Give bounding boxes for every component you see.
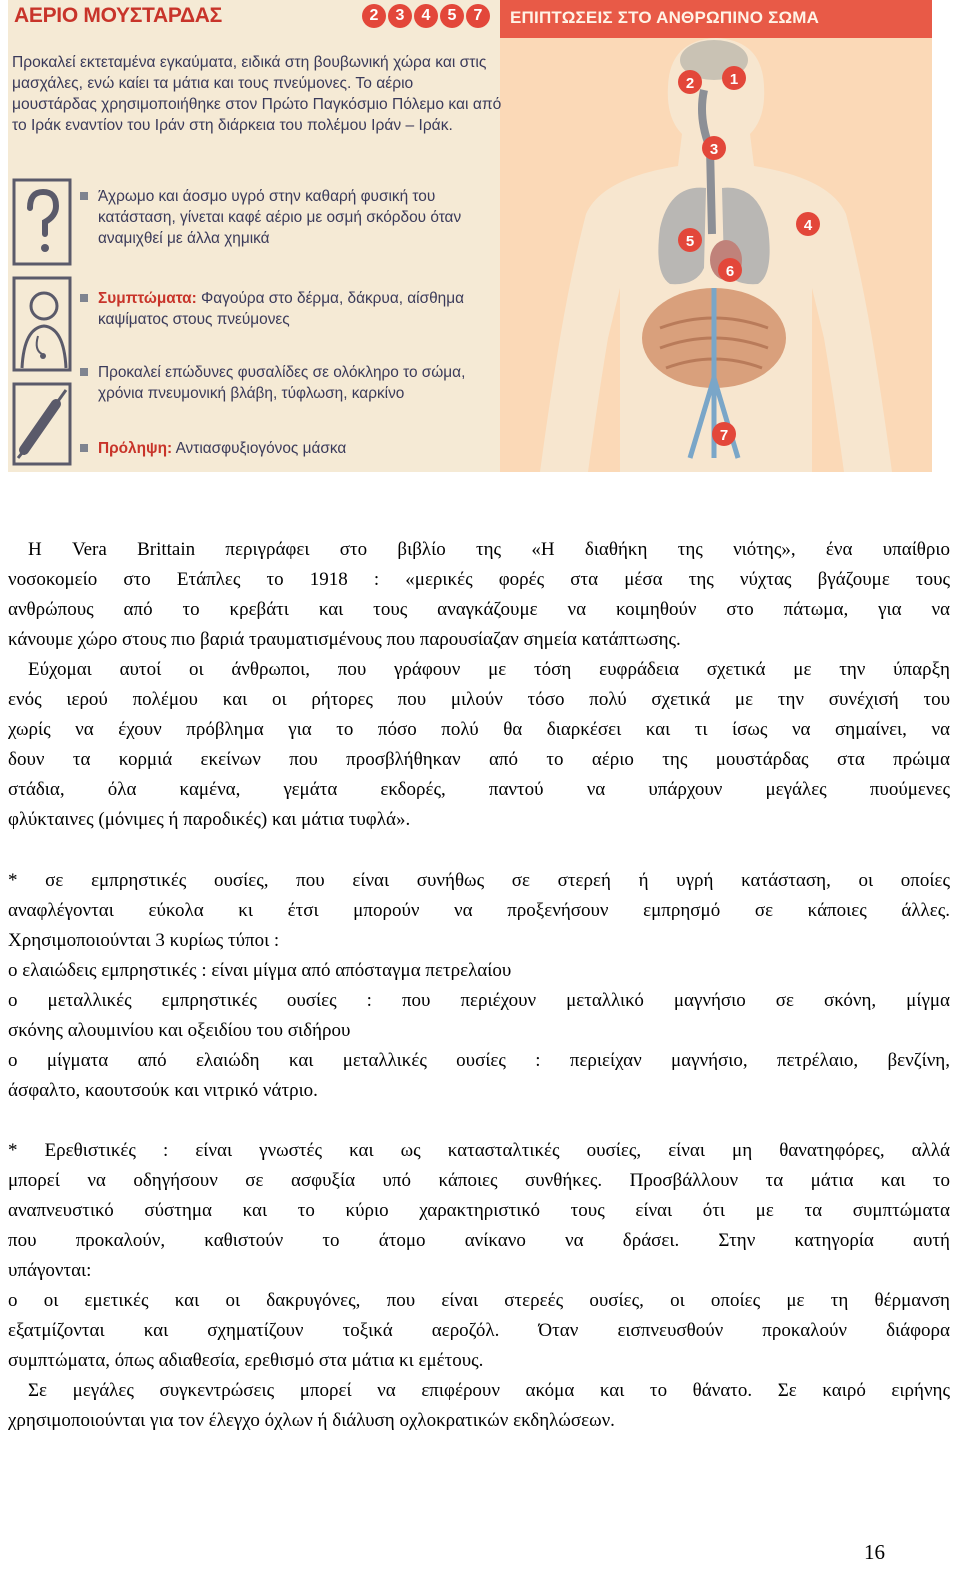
text-line: Εύχομαι αυτοί οι άνθρωποι, που γράφουν με τόση ευφράδεια σχετικά με την ύπαρξη <box>28 659 950 680</box>
bullet-square <box>80 368 88 376</box>
bullet-text: Φαγούρα στο δέρμα, δάκρυα, αίσθημα καψίματος στους πνεύμονες <box>98 290 464 328</box>
text-line: άσφαλτο, καουτσούκ και νιτρικό νάτριο. <box>8 1080 318 1101</box>
question-mark-icon <box>14 180 70 264</box>
marker-4: 4 <box>803 217 813 234</box>
number-badge: 3 <box>388 4 412 28</box>
list-item: o μίγματα από ελαιώδη και μεταλλικές ουσίες : περιείχαν μαγνήσιο, πετρέλαιο, βενζίνη, <box>8 1050 950 1071</box>
prevention-label: Πρόληψη: <box>98 440 173 457</box>
bullet-square <box>80 294 88 302</box>
infographic-icons <box>12 178 74 468</box>
doctor-icon <box>14 278 70 370</box>
bullet-symptoms <box>98 288 498 330</box>
text-line: μπορεί να οδηγήσουν σε ασφυξία υπό κάποιες συνθήκες. Προσβάλλουν τα μάτια και το <box>8 1170 950 1191</box>
text-line: ανθρώπους από το κρεβάτι και τους αναγκάζουμε να κοιμηθούν στο πάτωμα, για να <box>8 599 950 620</box>
bullet-square <box>80 192 88 200</box>
marker-5: 5 <box>685 233 695 250</box>
text-line: νοσοκομείο στο Ετάπλες το 1918 : «μερικές φορές στα μέσα της νύχτας βγάζουμε τους <box>8 569 950 590</box>
text-line: στάδια, όλα καμένα, γεμάτα εκδορές, παντού να υπάρχουν μεγάλες πυούμενες <box>8 779 950 800</box>
text-line: χρησιμοποιούνται για τον έλεγχο όχλων ή διάλυση οχλοκρατικών εκδηλώσεων. <box>8 1410 615 1431</box>
paragraph-incendiary <box>8 866 950 1106</box>
text-line: χωρίς να έχουν πρόβλημα για το πόσο πολύ θα διαρκέσει και τι ίσως να σημαίνει, να <box>8 719 950 740</box>
paragraph-vera-brittain <box>8 535 950 835</box>
bullet-text: Αντιασφυξιογόνος μάσκα <box>175 440 347 457</box>
text-line: εξατμίζονται και σχηματίζουν τοξικά αεροζόλ. Όταν εισπνευσθούν προκαλούν διάφορα <box>8 1320 950 1341</box>
number-badge: 2 <box>362 4 386 28</box>
symptoms-label: Συμπτώματα: <box>98 290 197 307</box>
bullet-text: Προκαλεί επώδυνες φυσαλίδες σε ολόκληρο το σώμα, χρόνια πνευμονική βλάβη, τύφλωση, καρκίνο <box>98 364 466 402</box>
text-line: * σε εμπρηστικές ουσίες, που είναι συνήθως σε στερεή ή υγρή κατάσταση, οι οποίες <box>8 870 950 891</box>
infographic-header <box>8 0 500 38</box>
bullet-description <box>98 186 498 249</box>
text-line: Χρησιμοποιούνται 3 κυρίως τύποι : <box>8 930 280 951</box>
text-line: που προκαλούν, καθιστούν το άτομο ανίκανο να δράσει. Στην κατηγορία αυτή <box>8 1230 950 1251</box>
number-badge: 5 <box>440 4 464 28</box>
text-line: σκόνης αλουμινίου και οξειδίου του σιδήρου <box>8 1020 351 1041</box>
list-item: o ελαιώδεις εμπρηστικές : είναι μίγμα από απόσταγμα πετρελαίου <box>8 960 512 981</box>
bullet-prevention <box>98 438 498 459</box>
list-item: o μεταλλικές εμπρηστικές ουσίες : που περιέχουν μεταλλικό μαγνήσιο σε σκόνη, μίγμα <box>8 990 950 1011</box>
text-line: δουν τα κορμιά εκείνων που προσβλήθηκαν από το αέριο της μουστάρδας στα πρώιμα <box>8 749 950 770</box>
text-line: φλύκταινες (μόνιμες ή παροδικές) και μάτια τυφλά». <box>8 809 411 830</box>
page-number: 16 <box>864 1540 885 1564</box>
bullet-square <box>80 444 88 452</box>
text-line: Σε μεγάλες συγκεντρώσεις μπορεί να επιφέρουν ακόμα και το θάνατο. Σε καιρό ειρήνης <box>28 1380 950 1401</box>
text-line: * Ερεθιστικές : είναι γνωστές και ως κατασταλτικές ουσίες, είναι μη θανατηφόρες, αλλά <box>8 1140 950 1161</box>
human-body-illustration <box>500 38 932 472</box>
marker-2: 2 <box>685 75 695 92</box>
list-item: o οι εμετικές και οι δακρυγόνες, που είναι στερεές ουσίες, οι οποίες με τη θέρμανση <box>8 1290 950 1311</box>
text-line: κάνουμε χώρο στους πιο βαριά τραυματισμένους που παρουσίαζαν σημεία κατάπτωσης. <box>8 629 681 650</box>
mustard-gas-infographic <box>8 0 932 472</box>
marker-1: 1 <box>729 71 739 88</box>
infographic-subtitle: ΕΠΙΠΤΩΣΕΙΣ ΣΤΟ ΑΝΘΡΩΠΙΝΟ ΣΩΜΑ <box>510 8 820 27</box>
marker-6: 6 <box>725 263 735 280</box>
syringe-icon <box>14 384 70 464</box>
number-badge: 7 <box>466 4 490 28</box>
bullet-text: Άχρωμο και άοσμο υγρό στην καθαρή φυσική του κατάσταση, γίνεται καφέ αέριο με οσμή σκόρδου όταν αναμιχθεί με άλλα χημικά <box>98 188 462 247</box>
text-line: υπάγονται: <box>8 1260 92 1281</box>
infographic-title: ΑΕΡΙΟ ΜΟΥΣΤΑΡΔΑΣ <box>14 4 222 27</box>
text-line: ενός ιερού πολέμου και οι ρήτορες που μιλούν τόσο πολύ σχετικά με την συνέχισή του <box>8 689 950 710</box>
text-line: αναφλέγονται εύκολα κι έτσι μπορούν να προξενήσουν εμπρησμό σε κάποιες άλλες. <box>8 900 950 921</box>
effect-number-badges <box>362 4 490 28</box>
paragraph-irritants <box>8 1136 950 1436</box>
infographic-intro: Προκαλεί εκτεταμένα εγκαύματα, ειδικά στη βουβωνική χώρα και στις μασχάλες, ενώ καίει τα μάτια και τους πνεύμονες. Το αέριο μουστάρδας χρησιμοποιήθηκε στον Πρώτο Παγκόσμιο Πόλεμο και από το Ιράκ εναντίον του Ιράν στη διάρκεια του πολέμου Ιράν – Ιράκ. <box>12 54 502 134</box>
marker-3: 3 <box>709 141 719 158</box>
text-line: συμπτώματα, όπως αδιαθεσία, ερεθισμό στα μάτια κι εμέτους. <box>8 1350 484 1371</box>
infographic-subheader <box>500 0 932 38</box>
bullet-effects <box>98 362 498 404</box>
number-badge: 4 <box>414 4 438 28</box>
marker-7: 7 <box>719 427 729 444</box>
text-line: Η Vera Brittain περιγράφει στο βιβλίο της «Η διαθήκη της νιότης», ένα υπαίθριο <box>28 539 950 560</box>
text-line: αναπνευστικό σύστημα και το κύριο χαρακτηριστικό τους είναι ότι με τα συμπτώματα <box>8 1200 950 1221</box>
